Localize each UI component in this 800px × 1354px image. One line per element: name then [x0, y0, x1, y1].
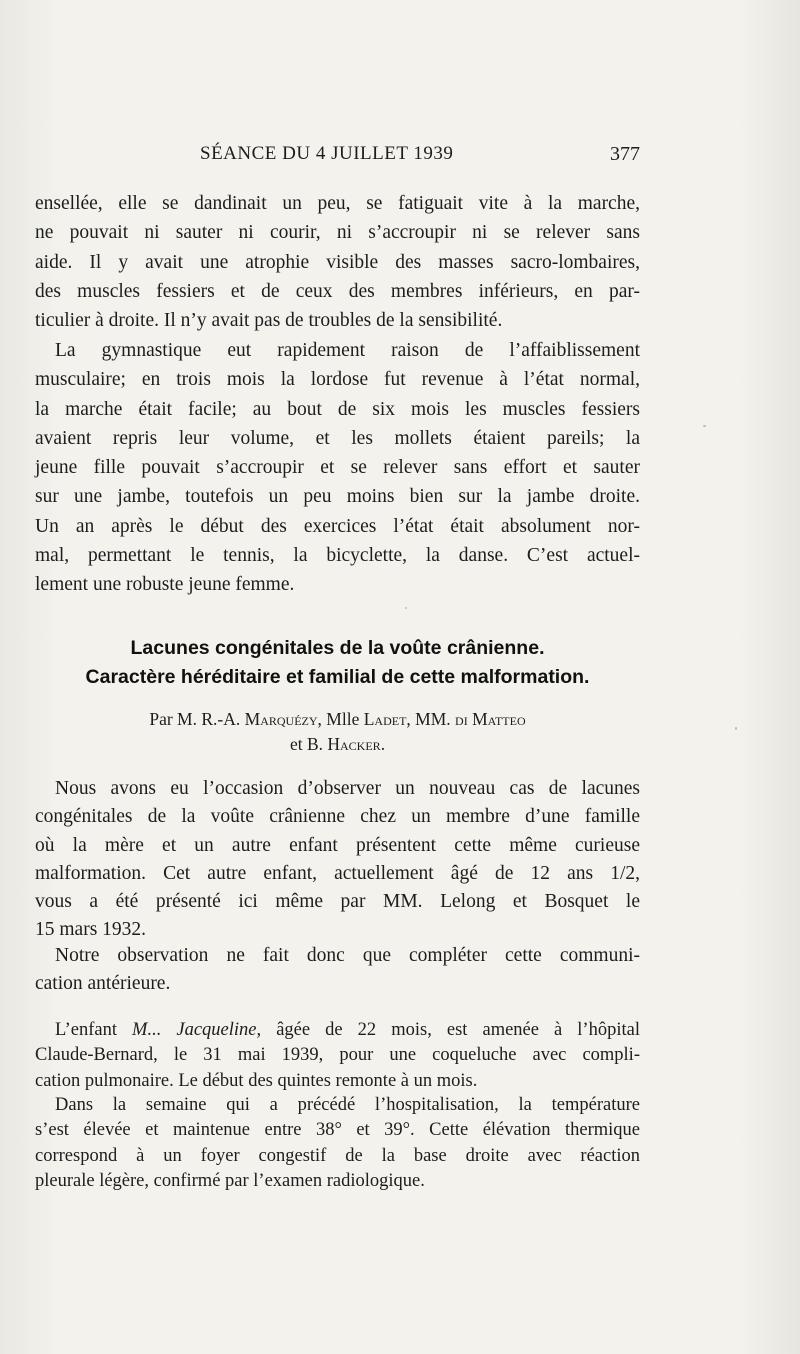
section-title-line: Lacunes congénitales de la voûte crânienne.: [130, 637, 545, 659]
byline-par: Par M.: [149, 709, 202, 729]
paragraph-continuation: [35, 189, 640, 335]
text-line: ensellée, elle se dandinait un peu, se fatiguait vite à la marche,: [35, 193, 640, 214]
paragraph-temperature: [35, 1093, 640, 1194]
text-line: correspond à un foyer congestif de la base droite avec réaction: [35, 1145, 640, 1166]
author-line: [35, 732, 640, 757]
text-line: jeune fille pouvait s’accroupir et se relever sans effort et sauter: [35, 457, 640, 479]
running-head: [200, 143, 640, 173]
text-line: ticulier à droite. Il n’y avait pas de troubles de la sensibilité.: [35, 310, 503, 332]
author-name: di Matteo: [455, 709, 526, 729]
paper-speck: [735, 727, 737, 730]
page-number: 377: [610, 143, 640, 165]
paper-speck: [703, 425, 706, 427]
text-line: Nous avons eu l’occasion d’observer un nouveau cas de lacunes: [55, 778, 640, 799]
text-line: mal, permettant le tennis, la bicyclette, la danse. C’est actuel-: [35, 545, 640, 567]
text-line: des muscles fessiers et de ceux des membres inférieurs, en par-: [35, 280, 640, 302]
text-line: s’est élevée et maintenue entre 38° et 39°. Cette élévation thermique: [35, 1120, 640, 1141]
text-line: Un an après le début des exercices l’état était absolument nor-: [35, 515, 640, 537]
author-initials: R.-A.: [201, 709, 245, 729]
text-line: lement une robuste jeune femme.: [35, 574, 295, 596]
text-line: cation antérieure.: [35, 973, 171, 995]
text-line: congénitales de la voûte crânienne chez un membre d’une famille: [35, 806, 640, 828]
text-line: Notre observation ne fait donc que compléter cette communi-: [55, 945, 640, 966]
text-span: L’enfant: [55, 1020, 133, 1040]
text-line: ne pouvait ni sauter ni courir, ni s’accroupir ni se relever sans: [35, 222, 640, 244]
author-name: Hacker: [327, 734, 381, 754]
text-line: 15 mars 1932.: [35, 919, 147, 941]
text-span: , âgée de 22 mois, est amenée à l’hôpital: [256, 1020, 640, 1040]
section-title-line: Caractère héréditaire et familial de cette malformation.: [85, 666, 590, 688]
byline-et: et B.: [289, 734, 328, 754]
text-line: La gymnastique eut rapidement raison de l’affaiblissement: [55, 340, 640, 361]
running-title: SÉANCE DU 4 JUILLET 1939: [200, 143, 454, 164]
text-line: vous a été présenté ici même par MM. Lelong et Bosquet le: [35, 891, 640, 913]
text-line: la marche était facile; au bout de six mois les muscles fessiers: [35, 398, 640, 420]
author-name: Marquézy: [244, 709, 318, 729]
text-line: musculaire; en trois mois la lordose fut revenue à l’état normal,: [35, 369, 640, 391]
paper-speck: [405, 607, 407, 609]
text-line: pleurale légère, confirmé par l’examen radiologique.: [35, 1170, 425, 1191]
paragraph-observation: [35, 942, 640, 999]
patient-name: M... Jacqueline: [132, 1020, 257, 1040]
byline-separator: , MM.: [406, 709, 456, 729]
text-line: malformation. Cet autre enfant, actuellement âgé de 12 ans 1/2,: [35, 862, 640, 884]
author-line: [35, 707, 640, 732]
text-line: cation pulmonaire. Le début des quintes remonte à un mois.: [35, 1070, 478, 1091]
text-line: Dans la semaine qui a précédé l’hospitalisation, la température: [55, 1095, 640, 1115]
byline-end: .: [380, 734, 386, 754]
text-line: sur une jambe, toutefois un peu moins bien sur la jambe droite.: [35, 486, 640, 508]
text-line: aide. Il y avait une atrophie visible des masses sacro-lombaires,: [35, 251, 640, 273]
author-name: Ladet: [363, 709, 407, 729]
section-title: [35, 634, 640, 692]
text-line: [35, 1018, 640, 1043]
text-line: Claude-Bernard, le 31 mai 1939, pour une coqueluche avec compli-: [35, 1045, 640, 1066]
author-byline: [35, 707, 640, 757]
paragraph-intro: [35, 775, 640, 945]
paragraph-gymnastique: [35, 336, 640, 600]
paragraph-case: [35, 1018, 640, 1094]
text-line: où la mère et un autre enfant présentent cette même curieuse: [35, 834, 640, 856]
text-line: avaient repris leur volume, et les mollets étaient pareils; la: [35, 427, 640, 449]
byline-separator: , Mlle: [317, 709, 364, 729]
